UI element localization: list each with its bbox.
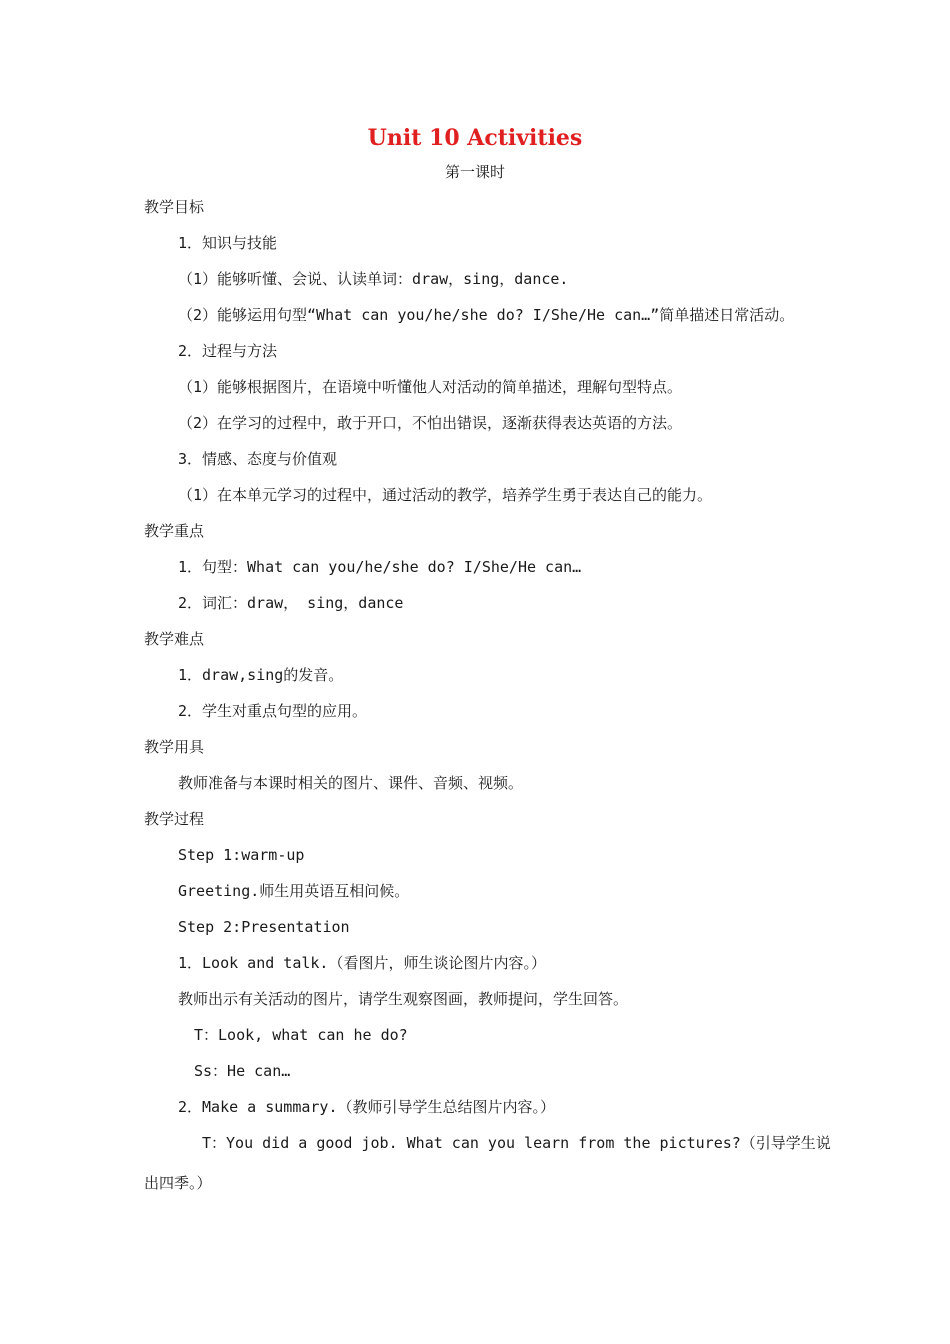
list-item: （2）能够运用句型“What can you/he/she do? I/She/He can…”简单描述日常活动。 (178, 306, 795, 324)
document-title: Unit 10 Activities (367, 125, 583, 151)
list-item: 3．情感、态度与价值观 (178, 450, 338, 468)
list-item: 2．词汇：draw， sing，dance (178, 594, 404, 612)
step-heading: Step 2:Presentation (178, 918, 350, 936)
dialogue-line-continued: 出四季。） (144, 1174, 212, 1192)
paragraph: Greeting.师生用英语互相问候。 (178, 882, 410, 900)
dialogue-line: T：Look, what can he do? (194, 1026, 408, 1044)
dialogue-line: Ss：He can… (194, 1062, 291, 1080)
list-item: （1）能够根据图片，在语境中听懂他人对活动的简单描述，理解句型特点。 (178, 378, 683, 396)
list-item: 2．过程与方法 (178, 342, 278, 360)
list-item: 1．知识与技能 (178, 234, 278, 252)
section-heading-objectives: 教学目标 (144, 198, 205, 216)
dialogue-line: T：You did a good job. What can you learn from the pictures?（引导学生说 (202, 1134, 831, 1152)
list-item: （2）在学习的过程中，敢于开口，不怕出错误，逐渐获得表达英语的方法。 (178, 414, 683, 432)
lesson-subtitle: 第一课时 (444, 163, 505, 181)
list-item: 1．draw,sing的发音。 (178, 666, 344, 684)
list-item: 1．Look and talk.（看图片，师生谈论图片内容。） (178, 954, 546, 972)
paragraph: 教师准备与本课时相关的图片、课件、音频、视频。 (178, 774, 524, 792)
list-item: （1）能够听懂、会说、认读单词：draw，sing，dance. (178, 270, 569, 288)
section-heading-key-points: 教学重点 (144, 522, 205, 540)
section-heading-tools: 教学用具 (144, 738, 205, 756)
list-item: 2．学生对重点句型的应用。 (178, 702, 368, 720)
paragraph: 教师出示有关活动的图片，请学生观察图画，教师提问，学生回答。 (178, 990, 629, 1008)
list-item: 1．句型：What can you/he/she do? I/She/He can… (178, 558, 582, 576)
section-heading-process: 教学过程 (144, 810, 205, 828)
list-item: 2．Make a summary.（教师引导学生总结图片内容。） (178, 1098, 555, 1116)
step-heading: Step 1:warm-up (178, 846, 305, 864)
section-heading-difficulties: 教学难点 (144, 630, 205, 648)
list-item: （1）在本单元学习的过程中，通过活动的教学，培养学生勇于表达自己的能力。 (178, 486, 713, 504)
